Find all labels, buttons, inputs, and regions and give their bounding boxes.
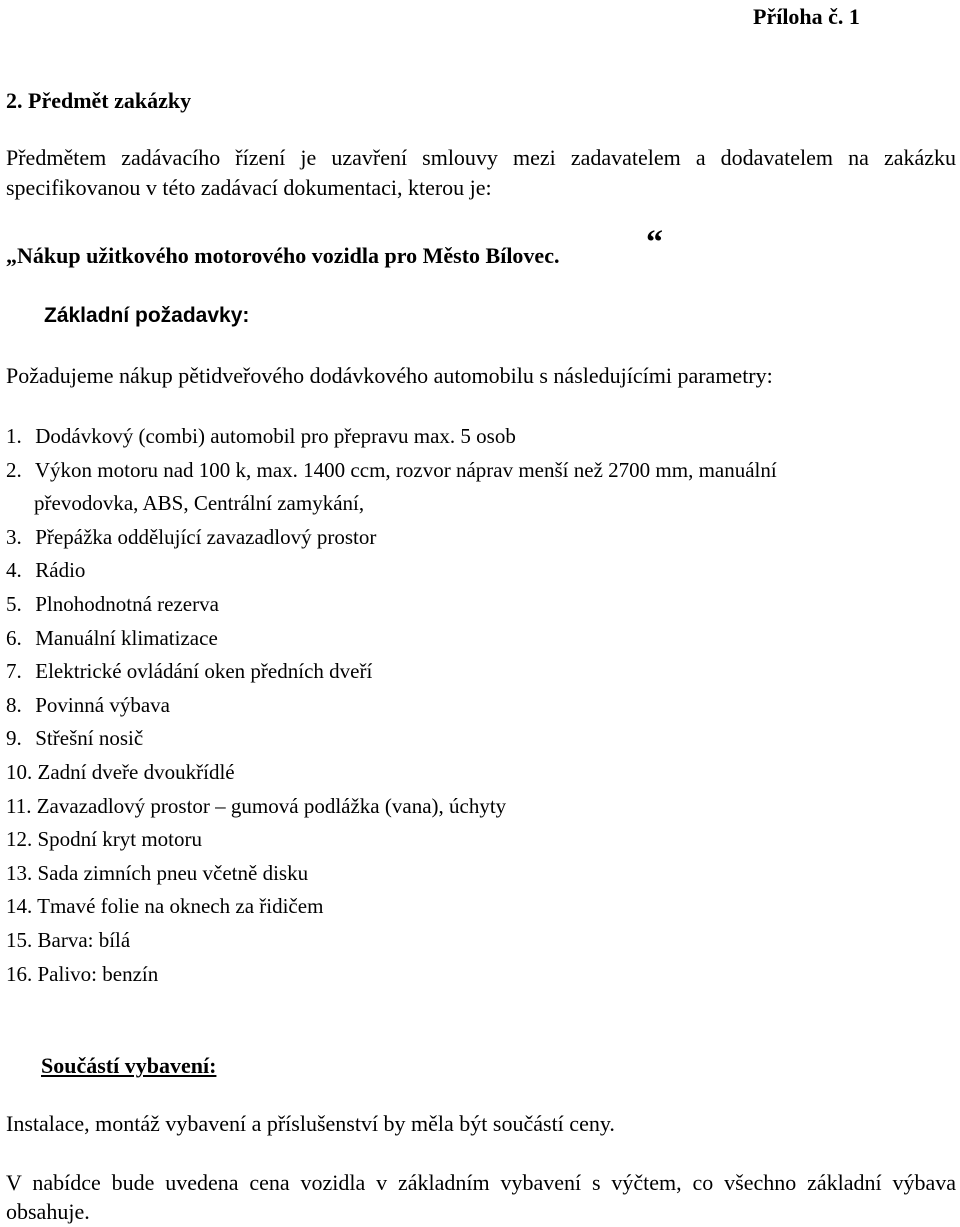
list-item [6,890,956,924]
requirements-list [6,420,956,991]
equipment-text: Instalace, montáž vybavení a příslušenství by měla být součástí ceny. [6,1111,615,1136]
list-item [6,655,956,689]
list-item [6,689,956,723]
list-item [6,588,956,622]
requirements-heading: Základní požadavky: [44,304,250,327]
list-item-text: Střešní nosič [35,726,144,751]
list-item-number: 13. [6,860,33,885]
list-item-text: Výkon motoru nad 100 k, max. 1400 ccm, rozvor náprav menší než 2700 mm, manuální [34,457,777,482]
list-item-text: Zavazadlový prostor – gumová podlážka (vana), úchyty [36,793,507,818]
list-item-number: 11. [6,793,32,818]
list-item [6,420,956,454]
list-item [6,722,956,756]
list-item-number: 15. [6,927,33,952]
list-item-text: Sada zimních pneu včetně disku [37,860,309,885]
list-item-number: 12. [6,827,33,852]
list-item-number: 3. [6,524,22,549]
list-item [6,521,956,555]
equipment-heading: Součástí vybavení: [41,1053,217,1078]
list-item-number: 14. [6,894,33,919]
list-item [6,857,956,891]
list-item-text: Spodní kryt motoru [37,827,203,852]
intro-paragraph: Předmětem zadávacího řízení je uzavření smlouvy mezi zadavatelem a dodavatelem na zakázku specifikovanou v této zadávací dokumentaci, kterou je: [6,145,956,200]
list-item [6,454,956,521]
list-item-number: 10. [6,759,33,784]
list-item-text: Manuální klimatizace [35,625,218,650]
list-item [6,958,956,992]
list-item-number: 4. [6,558,22,583]
list-item-number: 5. [6,591,22,616]
list-item-text: Tmavé folie na oknech za řidičem [37,894,324,919]
list-item-text: Dodávkový (combi) automobil pro přepravu max. 5 osob [35,424,516,448]
list-item [6,622,956,656]
section-heading: 2. Předmět zakázky [6,88,192,113]
list-item-number: 1. [6,424,22,448]
list-item [6,554,956,588]
list-item-text: Plnohodnotná rezerva [35,591,219,616]
list-item [6,924,956,958]
requirements-intro: Požadujeme nákup pětidveřového dodávkového automobilu s následujícími parametry: [6,363,773,388]
list-item [6,823,956,857]
list-item-continuation: převodovka, ABS, Centrální zamykání, [34,491,365,516]
list-item-text: Palivo: benzín [37,961,159,986]
list-item-text: Povinná výbava [35,692,170,717]
contract-close-quote: “ [646,224,663,261]
list-item-text: Rádio [35,558,86,583]
list-item-number: 16. [6,961,33,986]
list-item-text: Přepážka oddělující zavazadlový prostor [35,524,377,549]
attachment-label: Příloha č. 1 [753,4,860,29]
list-item-text: Elektrické ovládání oken předních dveří [35,659,373,684]
list-item-number: 6. [6,625,22,650]
offer-paragraph: V nabídce bude uvedena cena vozidla v základním vybavení s výčtem, co všechno základní výbava obsahuje. [6,1170,956,1224]
list-item-number: 7. [6,659,22,684]
list-item [6,756,956,790]
list-item-number: 8. [6,692,22,717]
list-item-number: 2. [6,457,22,482]
contract-title [6,243,559,269]
list-item-text: Zadní dveře dvoukřídlé [37,759,235,784]
list-item [6,790,956,824]
contract-open-quote: „ [6,243,17,268]
list-item-number: 9. [6,726,22,751]
list-item-text: Barva: bílá [37,927,131,952]
contract-title-text: Nákup užitkového motorového vozidla pro Město Bílovec. [17,243,560,268]
